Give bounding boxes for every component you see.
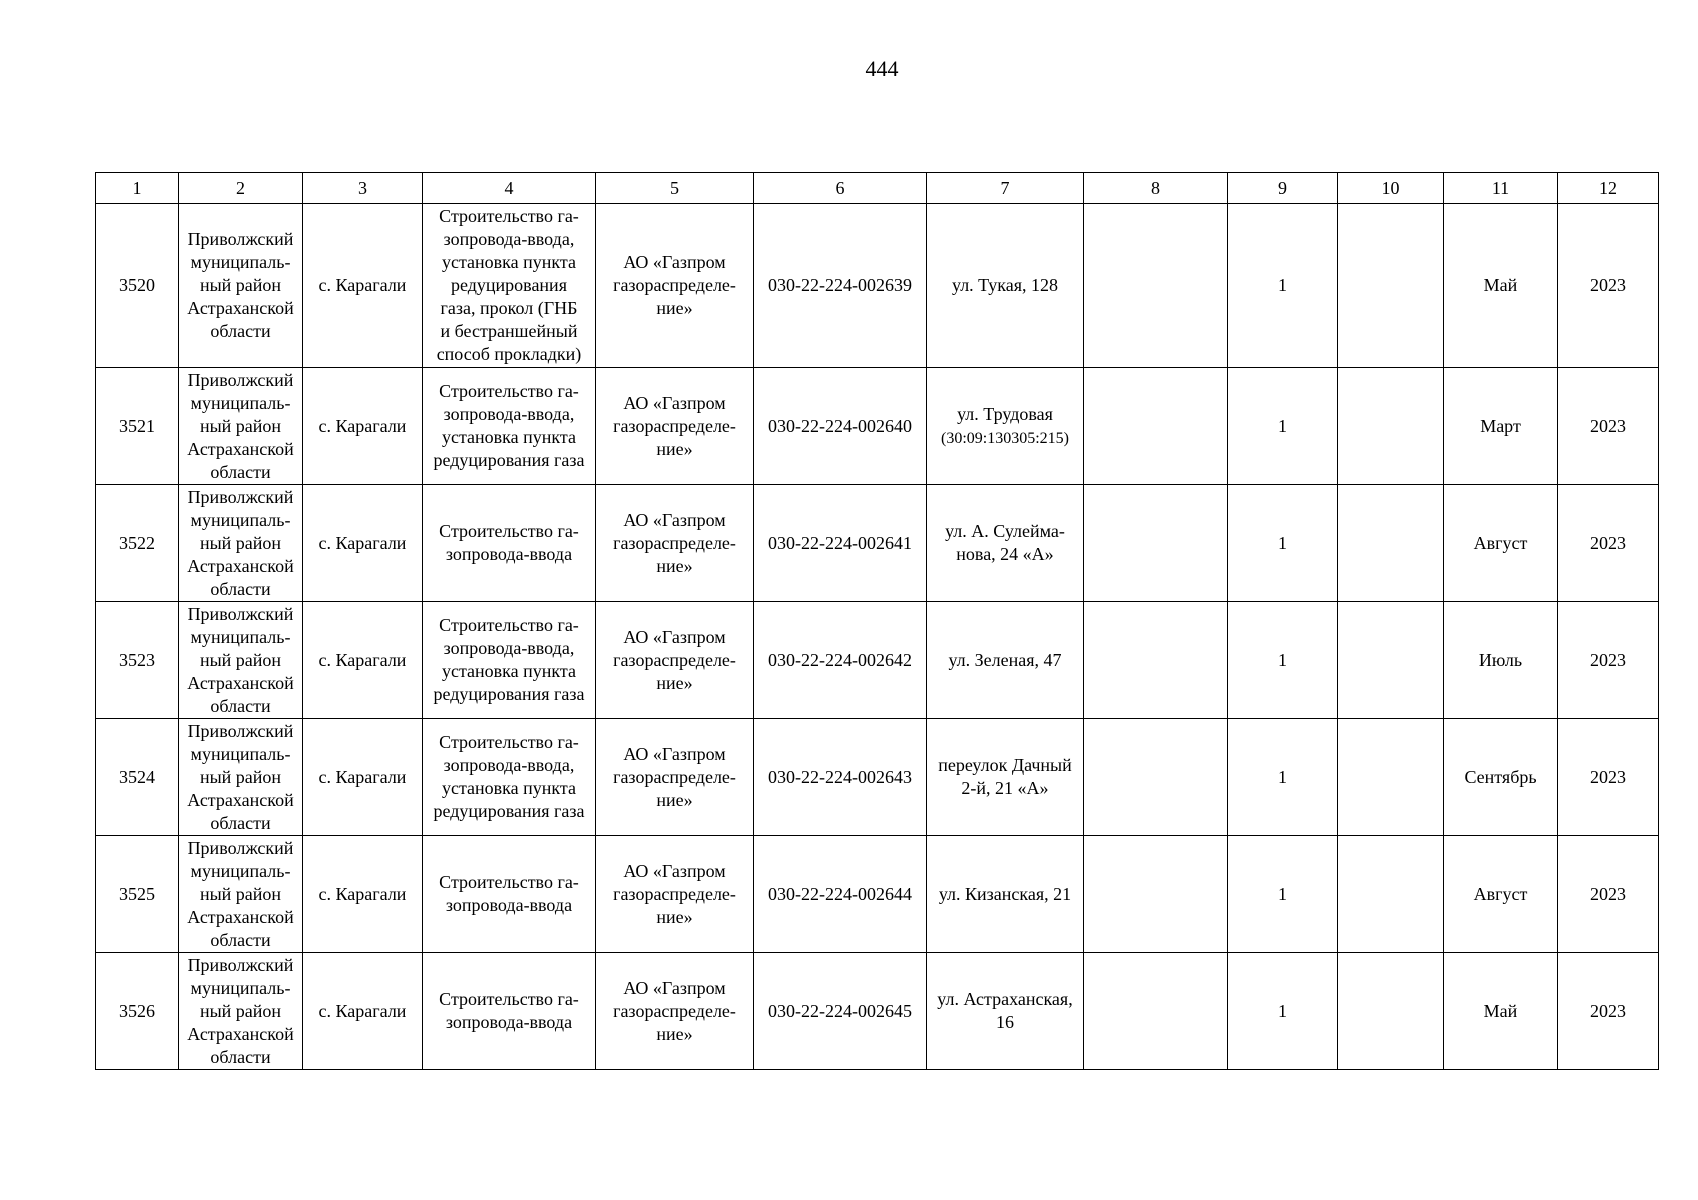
address-line: ул. Тукая, 128: [951, 275, 1059, 295]
work-line: установка пункта: [441, 427, 576, 447]
work-line: зопровода-ввода: [445, 1012, 573, 1032]
month-cell: Март: [1444, 368, 1558, 485]
work-line: установка пункта: [441, 661, 576, 681]
month-cell: Август: [1444, 836, 1558, 953]
year-cell: 2023: [1558, 836, 1659, 953]
org-line: ние»: [656, 789, 693, 810]
object-code-cell: 030-22-224-002644: [754, 836, 927, 953]
work-line: установка пункта: [441, 778, 576, 798]
district-line: области: [210, 1046, 271, 1067]
column-10-cell: [1338, 368, 1444, 485]
address-line: ул. Трудовая: [957, 403, 1053, 424]
address-line: 16: [996, 1012, 1014, 1032]
work-line: Строительство га-: [439, 381, 579, 401]
address-cell: [927, 953, 1084, 1070]
work-line: Строительство га-: [439, 206, 579, 226]
column-header: 11: [1444, 173, 1558, 204]
table-row: [96, 953, 1659, 1070]
district-line: ный район: [199, 532, 282, 553]
work-description-cell: [423, 836, 596, 953]
org-line: ние»: [656, 555, 693, 576]
month-cell: Июль: [1444, 602, 1558, 719]
work-description-cell: [423, 204, 596, 368]
address-cell: [927, 836, 1084, 953]
month-cell: Май: [1444, 204, 1558, 368]
org-line: газораспределе-: [613, 1000, 736, 1021]
object-code-cell: 030-22-224-002642: [754, 602, 927, 719]
settlement-cell: с. Карагали: [303, 719, 423, 836]
org-line: газораспределе-: [613, 883, 736, 904]
object-code-cell: 030-22-224-002639: [754, 204, 927, 368]
address-line: ул. Зеленая, 47: [948, 649, 1062, 670]
column-9-cell: 1: [1228, 485, 1338, 602]
district-cell: [179, 953, 303, 1070]
district-line: муниципаль-: [190, 743, 291, 764]
row-number-cell: 3522: [96, 485, 179, 602]
address-line: ул. А. Сулейма-: [945, 521, 1065, 541]
cadastral-number: (30:09:130305:215): [941, 429, 1069, 447]
district-line: области: [210, 695, 271, 716]
year-cell: 2023: [1558, 953, 1659, 1070]
object-code-cell: 030-22-224-002640: [754, 368, 927, 485]
column-9-cell: 1: [1228, 602, 1338, 719]
district-line: муниципаль-: [190, 392, 291, 413]
district-cell: [179, 602, 303, 719]
column-header: 6: [754, 173, 927, 204]
column-header: 12: [1558, 173, 1659, 204]
table-row: [96, 485, 1659, 602]
org-line: АО «Газпром: [623, 252, 726, 272]
organization-cell: [596, 368, 754, 485]
month-cell: Сентябрь: [1444, 719, 1558, 836]
organization-cell: [596, 204, 754, 368]
work-description-cell: [423, 485, 596, 602]
work-description-cell: [423, 953, 596, 1070]
district-line: муниципаль-: [190, 252, 291, 272]
column-header: 1: [96, 173, 179, 204]
object-code-cell: 030-22-224-002641: [754, 485, 927, 602]
address-line: ул. Кизанская, 21: [938, 883, 1072, 904]
year-cell: 2023: [1558, 602, 1659, 719]
org-line: АО «Газпром: [623, 392, 726, 413]
column-8-cell: [1084, 836, 1228, 953]
month-cell: Май: [1444, 953, 1558, 1070]
work-line: редуцирования газа: [433, 684, 585, 704]
object-code-cell: 030-22-224-002645: [754, 953, 927, 1070]
org-line: АО «Газпром: [623, 860, 726, 881]
address-cell: [927, 719, 1084, 836]
column-10-cell: [1338, 485, 1444, 602]
district-line: Приволжский: [187, 954, 294, 975]
org-line: ние»: [656, 1023, 693, 1044]
district-line: области: [210, 461, 271, 482]
district-line: Астраханской: [187, 298, 294, 318]
work-line: Строительство га-: [439, 989, 579, 1009]
document-table: [95, 172, 1659, 1070]
address-line: переулок Дачный: [938, 755, 1072, 775]
district-line: Астраханской: [187, 906, 294, 927]
table-row: [96, 836, 1659, 953]
work-line: зопровода-ввода: [445, 544, 573, 564]
column-9-cell: 1: [1228, 368, 1338, 485]
district-line: ный район: [199, 415, 282, 436]
work-line: редуцирования: [451, 275, 567, 295]
organization-cell: [596, 719, 754, 836]
district-line: ный район: [199, 275, 282, 295]
settlement-cell: с. Карагали: [303, 602, 423, 719]
column-header: 7: [927, 173, 1084, 204]
table-row: [96, 719, 1659, 836]
work-line: редуцирования газа: [433, 450, 585, 470]
org-line: ние»: [656, 672, 693, 693]
object-code-cell: 030-22-224-002643: [754, 719, 927, 836]
work-description-cell: [423, 368, 596, 485]
table-row: [96, 368, 1659, 485]
table-body: [96, 204, 1659, 1070]
district-line: ный район: [199, 766, 282, 787]
work-line: зопровода-ввода: [445, 895, 573, 915]
column-8-cell: [1084, 368, 1228, 485]
column-10-cell: [1338, 602, 1444, 719]
column-8-cell: [1084, 602, 1228, 719]
work-line: Строительство га-: [439, 872, 579, 892]
year-cell: 2023: [1558, 719, 1659, 836]
district-line: муниципаль-: [190, 509, 291, 530]
organization-cell: [596, 953, 754, 1070]
settlement-cell: с. Карагали: [303, 204, 423, 368]
org-line: газораспределе-: [613, 649, 736, 670]
column-header: 5: [596, 173, 754, 204]
settlement-cell: с. Карагали: [303, 485, 423, 602]
org-line: ние»: [656, 438, 693, 459]
address-cell: [927, 204, 1084, 368]
page-number: 444: [865, 56, 899, 81]
column-header: 3: [303, 173, 423, 204]
address-cell: [927, 485, 1084, 602]
row-number-cell: 3526: [96, 953, 179, 1070]
district-line: области: [210, 578, 271, 599]
work-description-cell: [423, 602, 596, 719]
district-line: ный район: [199, 883, 282, 904]
table-row: [96, 204, 1659, 368]
column-header: 9: [1228, 173, 1338, 204]
column-header: 2: [179, 173, 303, 204]
column-8-cell: [1084, 719, 1228, 836]
column-8-cell: [1084, 953, 1228, 1070]
district-line: муниципаль-: [190, 977, 291, 998]
work-line: зопровода-ввода,: [443, 638, 575, 658]
column-10-cell: [1338, 836, 1444, 953]
work-line: Строительство га-: [439, 732, 579, 752]
district-line: ный район: [199, 1000, 282, 1021]
work-line: Строительство га-: [439, 615, 579, 635]
settlement-cell: с. Карагали: [303, 368, 423, 485]
settlement-cell: с. Карагали: [303, 836, 423, 953]
document-table-container: [95, 172, 1658, 1070]
district-line: Приволжский: [187, 720, 294, 741]
work-line: газа, прокол (ГНБ: [440, 298, 578, 318]
district-line: ный район: [199, 649, 282, 670]
column-header: 4: [423, 173, 596, 204]
district-line: области: [210, 321, 271, 341]
row-number-cell: 3523: [96, 602, 179, 719]
column-9-cell: 1: [1228, 719, 1338, 836]
address-line: нова, 24 «А»: [956, 544, 1054, 564]
column-9-cell: 1: [1228, 953, 1338, 1070]
row-number-cell: 3521: [96, 368, 179, 485]
column-8-cell: [1084, 485, 1228, 602]
district-line: муниципаль-: [190, 860, 291, 881]
district-cell: [179, 368, 303, 485]
org-line: ние»: [656, 298, 693, 318]
org-line: ние»: [656, 906, 693, 927]
district-line: Приволжский: [187, 369, 294, 390]
district-line: Астраханской: [187, 438, 294, 459]
header-row: [96, 173, 1659, 204]
district-cell: [179, 719, 303, 836]
district-line: Астраханской: [187, 555, 294, 576]
district-line: Приволжский: [187, 229, 294, 249]
district-line: муниципаль-: [190, 626, 291, 647]
settlement-cell: с. Карагали: [303, 953, 423, 1070]
work-line: способ прокладки): [436, 344, 582, 364]
work-line: и бестраншейный: [440, 321, 578, 341]
district-line: Приволжский: [187, 603, 294, 624]
org-line: газораспределе-: [613, 415, 736, 436]
district-cell: [179, 485, 303, 602]
district-line: Астраханской: [187, 672, 294, 693]
year-cell: 2023: [1558, 204, 1659, 368]
work-line: редуцирования газа: [433, 801, 585, 821]
work-description-cell: [423, 719, 596, 836]
org-line: АО «Газпром: [623, 977, 726, 998]
district-line: Астраханской: [187, 1023, 294, 1044]
district-line: Приволжский: [187, 837, 294, 858]
organization-cell: [596, 485, 754, 602]
address-cell: [927, 602, 1084, 719]
district-cell: [179, 204, 303, 368]
column-header: 10: [1338, 173, 1444, 204]
district-line: области: [210, 929, 271, 950]
address-cell: [927, 368, 1084, 485]
column-8-cell: [1084, 204, 1228, 368]
org-line: АО «Газпром: [623, 626, 726, 647]
address-line: ул. Астраханская,: [937, 989, 1073, 1009]
work-line: установка пункта: [441, 252, 576, 272]
org-line: газораспределе-: [613, 275, 736, 295]
district-line: области: [210, 812, 271, 833]
year-cell: 2023: [1558, 368, 1659, 485]
column-9-cell: 1: [1228, 836, 1338, 953]
organization-cell: [596, 836, 754, 953]
column-10-cell: [1338, 953, 1444, 1070]
org-line: АО «Газпром: [623, 743, 726, 764]
row-number-cell: 3524: [96, 719, 179, 836]
year-cell: 2023: [1558, 485, 1659, 602]
organization-cell: [596, 602, 754, 719]
column-header: 8: [1084, 173, 1228, 204]
table-row: [96, 602, 1659, 719]
district-line: Астраханской: [187, 789, 294, 810]
column-9-cell: 1: [1228, 204, 1338, 368]
column-10-cell: [1338, 719, 1444, 836]
org-line: АО «Газпром: [623, 509, 726, 530]
row-number-cell: 3525: [96, 836, 179, 953]
row-number-cell: 3520: [96, 204, 179, 368]
work-line: зопровода-ввода,: [443, 404, 575, 424]
district-cell: [179, 836, 303, 953]
work-line: зопровода-ввода,: [443, 229, 575, 249]
work-line: зопровода-ввода,: [443, 755, 575, 775]
column-10-cell: [1338, 204, 1444, 368]
org-line: газораспределе-: [613, 532, 736, 553]
month-cell: Август: [1444, 485, 1558, 602]
district-line: Приволжский: [187, 486, 294, 507]
address-line: 2-й, 21 «А»: [961, 778, 1049, 798]
org-line: газораспределе-: [613, 766, 736, 787]
work-line: Строительство га-: [439, 521, 579, 541]
